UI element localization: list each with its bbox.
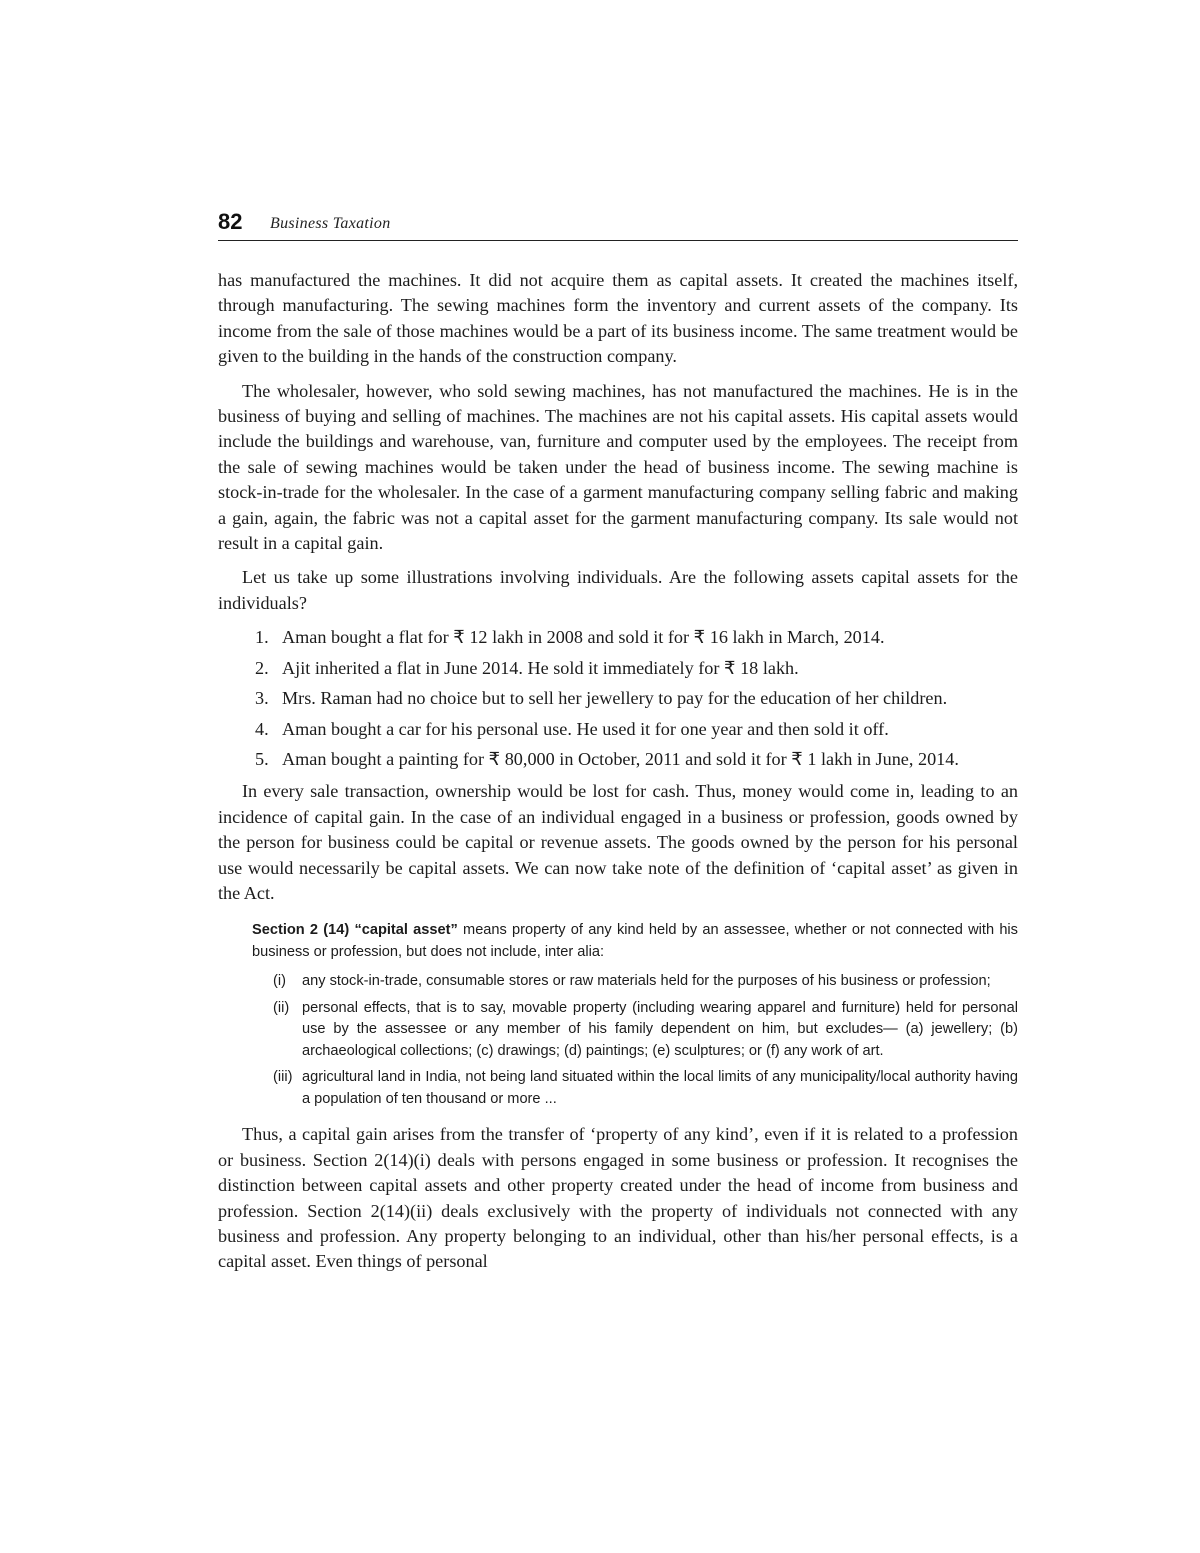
page-number: 82 bbox=[218, 209, 243, 234]
illustrations-list bbox=[218, 625, 1018, 772]
item-text: Mrs. Raman had no choice but to sell her jewellery to pay for the education of her children. bbox=[282, 688, 948, 709]
section-label: Section 2 (14) bbox=[252, 922, 350, 939]
page-header bbox=[218, 208, 1018, 241]
clause-item bbox=[252, 998, 1018, 1063]
clause-item bbox=[252, 971, 1018, 993]
item-number: 3. bbox=[255, 688, 269, 709]
item-number: 1. bbox=[255, 627, 269, 648]
clause-number: (i) bbox=[273, 973, 286, 990]
list-item bbox=[218, 686, 1018, 711]
statute-lead bbox=[252, 920, 1018, 963]
item-text: Ajit inherited a flat in June 2014. He sold it immediately for ₹ 18 lakh. bbox=[282, 657, 799, 678]
clause-text: any stock-in-trade, consumable stores or raw materials held for the purposes of his business or profession; bbox=[302, 973, 991, 990]
item-text: Aman bought a car for his personal use. He used it for one year and then sold it off. bbox=[282, 718, 889, 739]
clause-number: (ii) bbox=[273, 999, 290, 1016]
statute-extract bbox=[252, 920, 1018, 1110]
clause-text: personal effects, that is to say, movable property (including wearing apparel and furniture) held for personal use by the assessee or any member of his family dependent on him, but excludes— (a) jewellery; (b) archaeological collections; (c) drawings; (d) paintings; (e) sculptures; or (f) any work of art. bbox=[302, 999, 1018, 1059]
paragraph-illustrations-intro: Let us take up some illustrations involving individuals. Are the following assets capital assets for the individuals? bbox=[218, 567, 1018, 613]
list-item bbox=[218, 717, 1018, 742]
clause-item bbox=[252, 1067, 1018, 1110]
paragraph-wholesaler: The wholesaler, however, who sold sewing machines, has not manufactured the machines. He is in the business of buying and selling of machines. The machines are not his capital assets. His capital assets would include the buildings and warehouse, van, furniture and computer used by the employees. The receipt from the sale of sewing machines would be taken under the head of business income. The sewing machine is stock-in-trade for the wholesaler. In the case of a garment manufacturing company selling fabric and making a gain, again, the fabric was not a capital asset for the garment manufacturing company. Its sale would not result in a capital gain. bbox=[218, 380, 1018, 554]
clause-text: agricultural land in India, not being land situated within the local limits of any municipality/local authority having a population of ten thousand or more ... bbox=[302, 1069, 1018, 1107]
item-text: Aman bought a painting for ₹ 80,000 in October, 2011 and sold it for ₹ 1 lakh in June, 2014. bbox=[282, 748, 959, 769]
item-number: 2. bbox=[255, 657, 269, 678]
paragraph-sale-transaction: In every sale transaction, ownership would be lost for cash. Thus, money would come in, leading to an incidence of capital gain. In the case of an individual engaged in a business or profession, goods owned by the person for business could be capital or revenue assets. The goods owned by the person for his personal use would necessarily be capital assets. We can now take note of the definition of ‘capital asset’ as given in the Act. bbox=[218, 781, 1018, 903]
running-title: Business Taxation bbox=[270, 215, 391, 232]
item-text: Aman bought a flat for ₹ 12 lakh in 2008 and sold it for ₹ 16 lakh in March, 2014. bbox=[282, 627, 885, 648]
list-item bbox=[218, 656, 1018, 681]
list-item bbox=[218, 747, 1018, 772]
statute-lead-text: means property of any kind held by an assessee, whether or not connected with his business or profession, but does not include, inter alia: bbox=[252, 922, 1018, 960]
item-number: 5. bbox=[255, 748, 269, 769]
clause-number: (iii) bbox=[273, 1069, 293, 1086]
paragraph-capital-gain-explanation: Thus, a capital gain arises from the transfer of ‘property of any kind’, even if it is related to a profession or business. Section 2(14)(i) deals with persons engaged in some business or profession. It recognises the distinction between capital assets and other property created under the head of income from business and profession. Section 2(14)(ii) deals exclusively with the property of individuals not connected with any business and profession. Any property belonging to an individual, other than his/her personal effects, is a capital asset. Even things of personal bbox=[218, 1124, 1018, 1272]
paragraph-continued: has manufactured the machines. It did not acquire them as capital assets. It created the machines itself, through manufacturing. The sewing machines form the inventory and current assets of the company. Its income from the sale of those machines would be a part of its business income. The same treatment would be given to the building in the hands of the construction company. bbox=[218, 270, 1018, 367]
defined-term: “capital asset” bbox=[354, 922, 458, 939]
item-number: 4. bbox=[255, 718, 269, 739]
body-text bbox=[218, 268, 1018, 1284]
list-item bbox=[218, 625, 1018, 650]
statute-clauses bbox=[252, 971, 1018, 1110]
